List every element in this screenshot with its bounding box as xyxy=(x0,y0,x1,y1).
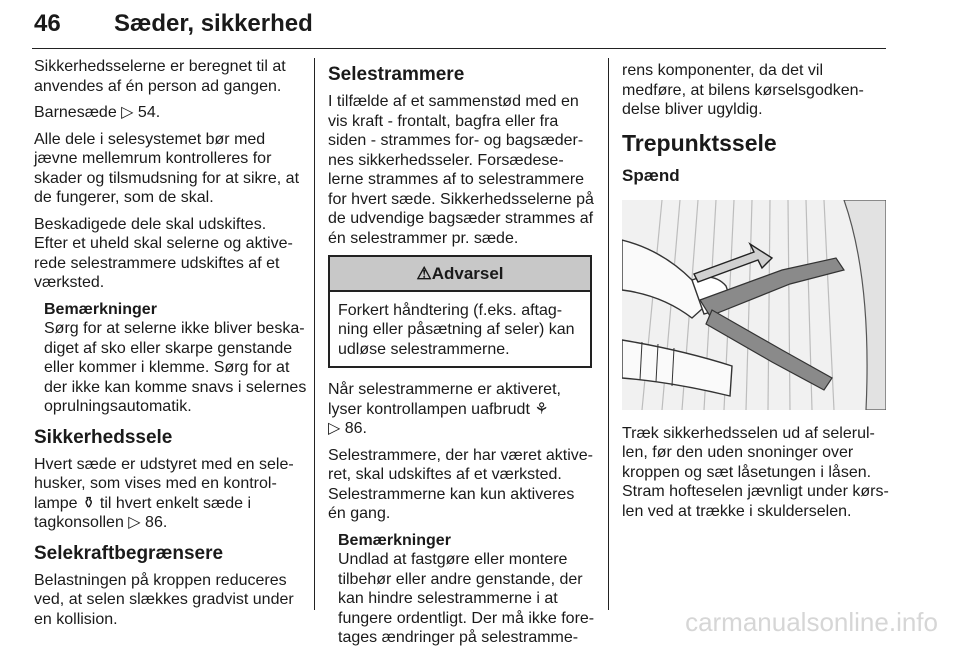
text-line: ning eller påsætning af seler) kan xyxy=(338,321,575,338)
note-heading: Bemærkninger xyxy=(338,531,451,549)
paragraph xyxy=(34,130,302,208)
page-number: 46 xyxy=(34,10,61,37)
column-3 xyxy=(622,57,890,528)
text-line: udløse selestrammerne. xyxy=(338,340,510,358)
column-divider-2 xyxy=(608,58,609,610)
text-line: der ikke kan komme snavs i selernes xyxy=(44,378,307,396)
seat-belt-illustration xyxy=(622,200,886,410)
column-2 xyxy=(328,57,596,655)
text-line: ved, at selen slækkes gradvist under xyxy=(34,591,294,608)
paragraph xyxy=(328,446,596,524)
text-line: Undlad at fastgøre eller montere xyxy=(338,551,568,568)
text-line: for hvert sæde. Sikkerhedsselerne på xyxy=(328,190,594,208)
text-line: tagkonsollen ▷ 86. xyxy=(34,514,168,531)
text-line: lampe ⚱ til hvert enkelt sæde i xyxy=(34,494,252,512)
text-line: ret, skal udskiftes af et værksted. xyxy=(328,466,562,483)
warning-body xyxy=(330,292,590,367)
text-line: husker, som vises med en kontrol- xyxy=(34,475,277,492)
note-block xyxy=(34,300,307,417)
text-line: kan hindre selestrammerne i at xyxy=(338,590,558,607)
text-line: ▷ 86. xyxy=(328,420,367,437)
text-line: Forkert håndtering (f.eks. aftag- xyxy=(338,301,563,319)
text-line: Selestrammerne kan kun aktiveres xyxy=(328,485,575,503)
text-line: diget af sko eller skarpe genstande xyxy=(44,339,293,357)
text-line: fungere ordentligt. Der må ikke fore- xyxy=(338,609,595,627)
text-line: nes sikkerhedsseler. Forsædese- xyxy=(328,151,564,169)
text-line: skader og tilsmudsning for at sikre, at xyxy=(34,169,300,187)
text-line: Beskadigede dele skal udskiftes. xyxy=(34,215,267,233)
section-heading-seat-belt: Sikkerhedssele xyxy=(34,426,173,448)
subheading-fasten: Spænd xyxy=(622,165,680,185)
column-1 xyxy=(34,57,307,636)
text-line: tilbehør eller andre genstande, der xyxy=(338,570,583,588)
text-line: kroppen og sæt låsetungen i låsen. xyxy=(622,463,872,481)
text-line: Barnesæde ▷ 54. xyxy=(34,104,161,121)
text-line: Efter et uheld skal selerne og aktive- xyxy=(34,235,293,252)
text-line: Selestrammere, der har været aktive- xyxy=(328,446,593,464)
text-line: Hvert sæde er udstyret med en sele- xyxy=(34,455,294,473)
warning-box xyxy=(328,255,592,368)
paragraph xyxy=(34,455,302,533)
warning-title: ⚠Advarsel xyxy=(330,257,590,292)
text-line: lyser kontrollampen uafbrudt ⚘ xyxy=(328,400,549,418)
text-line: siden - strammes for- og bagsæder- xyxy=(328,132,584,149)
paragraph xyxy=(328,380,596,439)
section-heading-force-limiter: Selekraftbegrænsere xyxy=(34,542,224,564)
text-line: jævne mellemrum kontrolleres for xyxy=(34,150,272,167)
paragraph xyxy=(328,92,596,248)
text-line: én gang. xyxy=(328,505,391,522)
text-line: Alle dele i selesystemet bør med xyxy=(34,130,266,148)
note-heading: Bemærkninger xyxy=(44,300,157,318)
text-line: tages ændringer på selestramme- xyxy=(338,629,579,646)
text-line: anvendes af én person ad gangen. xyxy=(34,77,282,95)
paragraph xyxy=(622,424,890,522)
text-line: rede selestrammere udskiftes af et xyxy=(34,254,280,272)
text-line: medføre, at bilens kørselsgodken- xyxy=(622,81,864,99)
text-line: rens komponenter, da det vil xyxy=(622,62,824,79)
text-line: I tilfælde af et sammenstød med en xyxy=(328,93,579,110)
text-line: delse bliver ugyldig. xyxy=(622,101,763,118)
note-block xyxy=(328,531,596,648)
watermark: carmanualsonline.info xyxy=(685,607,938,637)
text-line: Belastningen på kroppen reduceres xyxy=(34,571,287,589)
text-line: len, før den uden snoninger over xyxy=(622,444,854,461)
text-line: Når selestrammerne er aktiveret, xyxy=(328,381,561,398)
text-line: Træk sikkerhedsselen ud af selerul- xyxy=(622,424,875,442)
section-heading-three-point-belt: Trepunktssele xyxy=(622,129,777,156)
paragraph xyxy=(34,571,302,630)
paragraph xyxy=(34,57,302,96)
text-line: vis kraft - frontalt, bagfra eller fra xyxy=(328,112,559,130)
text-line: Stram hofteselen jævnligt under kørs- xyxy=(622,483,889,500)
text-line: værksted. xyxy=(34,274,105,291)
paragraph-child-seat-ref xyxy=(34,103,302,123)
text-line: Sørg for at selerne ikke bliver beska- xyxy=(44,320,305,337)
text-line: en kollision. xyxy=(34,610,118,628)
text-line: Sikkerhedsselerne er beregnet til at xyxy=(34,58,286,75)
text-line: de udvendige bagsæder strammes af xyxy=(328,210,594,227)
text-line: de fungerer, som de skal. xyxy=(34,189,214,206)
paragraph xyxy=(622,61,890,120)
header-rule xyxy=(32,48,886,49)
page-title: Sæder, sikkerhed xyxy=(114,10,313,37)
column-divider-1 xyxy=(314,58,315,610)
section-heading-pretensioners: Selestrammere xyxy=(328,64,465,85)
text-line: én selestrammer pr. sæde. xyxy=(328,229,519,247)
text-line: eller kommer i klemme. Sørg for at xyxy=(44,359,290,376)
text-line: len ved at trække i skulderselen. xyxy=(622,502,852,520)
text-line: lerne strammes af to selestrammere xyxy=(328,171,585,188)
text-line: oprulningsautomatik. xyxy=(44,398,192,415)
paragraph xyxy=(34,215,302,293)
